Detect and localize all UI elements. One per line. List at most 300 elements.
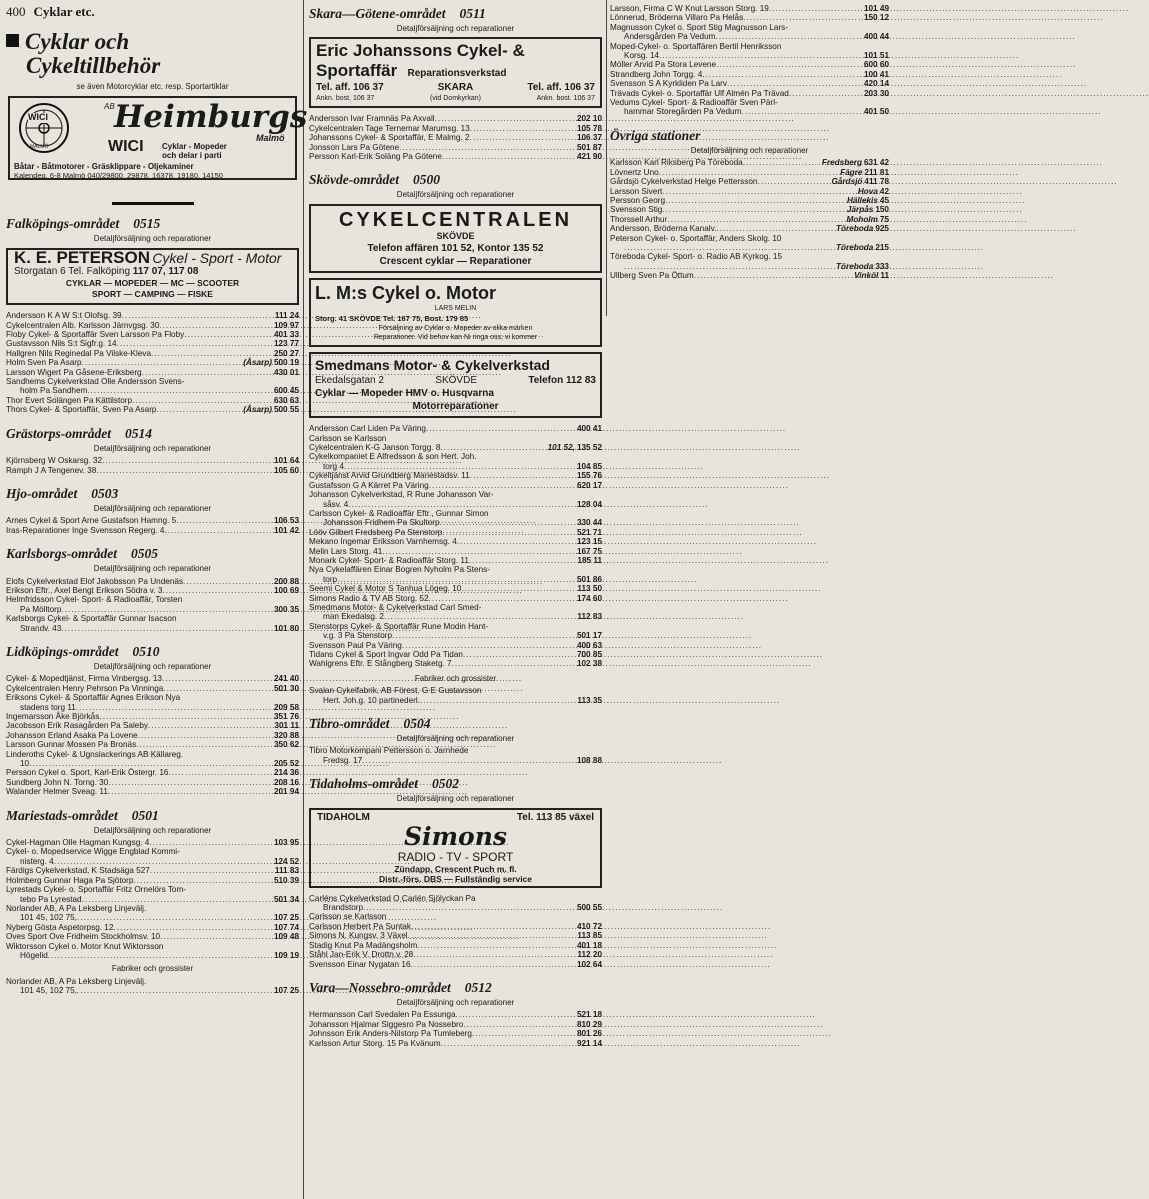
listing-row bbox=[309, 1020, 602, 1029]
listing-row bbox=[6, 932, 299, 941]
area-code: 0501 bbox=[131, 807, 159, 823]
listing-group bbox=[610, 158, 889, 233]
listing-row bbox=[309, 756, 602, 765]
listing-place: Vinköl bbox=[854, 271, 879, 281]
listing-place: Järpås bbox=[846, 205, 874, 215]
listing-row bbox=[309, 960, 602, 969]
listing-phone: 208 16 bbox=[273, 777, 299, 787]
listing-name-cont: 101 45, 102 75, bbox=[20, 986, 77, 996]
leader-dots bbox=[142, 368, 272, 377]
leader-dots bbox=[149, 838, 272, 847]
listing-phone: 510 39 bbox=[273, 875, 299, 885]
heimburgs-city: Malmö bbox=[256, 133, 285, 144]
listing-name: Linderoths Cykel- & Ugnslackerings AB Källareg. bbox=[6, 749, 184, 759]
listing-row bbox=[6, 684, 299, 693]
listing-row bbox=[6, 466, 299, 475]
listing-row bbox=[6, 526, 299, 535]
listing-name: Lövnertz Uno bbox=[610, 167, 659, 177]
column-1 bbox=[0, 0, 308, 996]
leader-dots bbox=[160, 932, 272, 941]
listing-name: Carlsson Herbert Pa Suntak bbox=[309, 921, 411, 931]
leader-dots bbox=[662, 187, 857, 196]
listing-name: Holm Sven Pa Asarp bbox=[6, 358, 82, 368]
area-code: 0505 bbox=[131, 546, 159, 562]
leader-dots bbox=[441, 1039, 575, 1048]
listing-name-cont: man Ekedalsg. 2 bbox=[323, 612, 384, 622]
listing-name-cont: Korsg. 14 bbox=[624, 51, 660, 61]
separator-rule bbox=[112, 202, 194, 205]
listing-name: Andersson Carl Liden Pa Väring bbox=[309, 424, 426, 434]
leader-dots bbox=[159, 321, 272, 330]
listing-phone: 174 60 bbox=[576, 593, 602, 603]
leader-dots bbox=[769, 4, 862, 13]
listing-row bbox=[6, 586, 299, 595]
listing-phone: 105 60 bbox=[273, 465, 299, 475]
leader-dots bbox=[183, 577, 272, 586]
listing-name: Töreboda Cykel- Sport- o. Radio AB Kyrkog. 15 bbox=[610, 252, 783, 262]
area-code: 0510 bbox=[132, 643, 160, 659]
listing-phone: 100 41 bbox=[863, 69, 889, 79]
leader-dots bbox=[122, 311, 273, 320]
listing-phone: 109 97 bbox=[273, 320, 299, 330]
section-subtitle: Detaljförsäljning och reparationer bbox=[93, 503, 212, 513]
listing-row bbox=[309, 547, 602, 556]
listing-name: Svensson Stig bbox=[610, 205, 663, 215]
listing-place: Töreboda bbox=[836, 242, 874, 252]
listing-name: Oves Sport Ove Fridheim Stockholmsv. 10 bbox=[6, 932, 161, 942]
leader-dots bbox=[469, 556, 576, 565]
listing-phone: 107 25 bbox=[273, 913, 299, 923]
section-subtitle: Detaljförsäljning och reparationer bbox=[396, 794, 515, 804]
listing-phone: 150 12 bbox=[863, 13, 889, 23]
listing-row bbox=[610, 89, 889, 98]
listing-name: Cykel- o. Mopedservice Wigge Engblad Kommi- bbox=[6, 847, 180, 857]
listing-phone: 410 72 bbox=[576, 921, 602, 931]
listing-phone: 105 78 bbox=[576, 123, 602, 133]
listing-name-cont: v.g. 3 Pa Stenstorp bbox=[323, 631, 393, 641]
lms-line: Reparationer. Vid behov kan Ni ringa oss; vi kommer bbox=[373, 334, 538, 342]
listing-name: Cykelkompaniet E Alfredsson & son Hert. Joh. bbox=[309, 452, 477, 462]
listing-name: Erikson Eftr., Axel Bengt Erikson Södra v. 3 bbox=[6, 585, 163, 595]
listing-phone: 400 44 bbox=[863, 32, 889, 42]
listing-row bbox=[309, 1010, 602, 1019]
listing-name-cont: Hert. Joh.g. 10 partinederl. bbox=[323, 695, 420, 705]
listing-row bbox=[309, 594, 602, 603]
listing-name: Eriksons Cykel- & Sportaffär Agnes Erikson Nya bbox=[6, 693, 181, 703]
listing-name: Persson Karl-Erik Soläng Pa Götene bbox=[309, 152, 442, 162]
peterson-line: CYKLAR — MOPEDER — MC — SCOOTER bbox=[65, 278, 240, 289]
listing-phone: 200 88 bbox=[273, 576, 299, 586]
listing-phone: 209 58 bbox=[273, 702, 299, 712]
listing-place: Fredsberg bbox=[821, 158, 862, 168]
listing-group bbox=[610, 271, 889, 280]
listing-group bbox=[309, 509, 602, 528]
area-code: 0500 bbox=[413, 172, 440, 188]
listing-phone: 501 30 bbox=[273, 683, 299, 693]
listing-phone: 109 48 bbox=[273, 932, 299, 942]
listing-row bbox=[6, 330, 299, 339]
listing-name: Lyrestads Cykel- o. Sportaffär Fritz Ornelörs Tom- bbox=[6, 885, 187, 895]
smedmans-street: Ekedalsgatan 2 bbox=[315, 375, 384, 387]
leader-dots bbox=[151, 349, 272, 358]
smedmans-city: SKÖVDE bbox=[435, 375, 477, 387]
listing-name: Svensson Paul Pa Väring bbox=[309, 640, 402, 650]
page-number: 400 bbox=[6, 4, 26, 19]
leader-dots bbox=[411, 960, 575, 969]
listing-phone: 500 55 bbox=[576, 903, 602, 913]
listing-name: Persson Georg bbox=[610, 195, 666, 205]
listing-row bbox=[6, 778, 299, 787]
listing-row bbox=[6, 876, 299, 885]
listing-name: Johansson Cykelverkstad, R Rune Johansson Var- bbox=[309, 490, 494, 500]
listing-name: Johnsson Erik Anders-Nilstorp Pa Tumleberg bbox=[309, 1029, 472, 1039]
listing-row bbox=[6, 731, 299, 740]
listing-name-cont: holm Pa Sandhem bbox=[20, 386, 88, 396]
listing-row bbox=[6, 913, 299, 922]
listing-name: Lönnerud, Bröderna Villaro Pa Helås bbox=[610, 13, 744, 23]
listing-phone: 700 85 bbox=[576, 650, 602, 659]
listing-phone: 102 38 bbox=[576, 659, 602, 669]
listing-group bbox=[6, 516, 299, 535]
listing-row bbox=[309, 650, 602, 659]
listing-row bbox=[6, 577, 299, 586]
listing-name: Floby Cykel- & Sportaffär Sven Larsson Pa Floby bbox=[6, 330, 185, 340]
leader-dots bbox=[429, 594, 575, 603]
listing-group bbox=[610, 60, 889, 98]
listing-name-cont: Pa Mölltorp bbox=[20, 604, 62, 614]
column-2 bbox=[303, 0, 606, 1048]
leader-dots bbox=[470, 124, 575, 133]
listing-phone: 113 35 bbox=[577, 695, 602, 705]
leader-dots bbox=[136, 740, 272, 749]
listing-phone: 107 25 bbox=[273, 986, 299, 996]
listing-row bbox=[309, 462, 602, 471]
cykelcentralen-tel: Telefon affären 101 52, Kontor 135 52 bbox=[367, 242, 544, 254]
listing-group bbox=[6, 614, 299, 633]
listing-name: Holmberg Gunnar Haga Pa Sjötorp bbox=[6, 875, 134, 885]
listing-name: Johansson Erland Asaka Pa Lovene bbox=[6, 730, 138, 740]
section-name: Hjo-området bbox=[6, 485, 78, 501]
listing-phone: 300 35 bbox=[273, 604, 299, 614]
cykelcentralen-ad bbox=[309, 204, 602, 273]
listing-name: Thors Cykel- & Sportaffär, Sven Pa Asarp bbox=[6, 405, 157, 415]
listing-phone: 42 bbox=[879, 186, 889, 196]
listing-name: Wahlgrens Eftr. E Stångberg Staketg. 7 bbox=[309, 659, 452, 669]
listing-name: Sundberg John N. Torng. 30 bbox=[6, 777, 109, 787]
listing-row bbox=[309, 528, 602, 537]
heimburgs-products: Båtar - Båtmotorer - Gräsklippare - Oljekaminer bbox=[14, 162, 194, 172]
listing-place: Gårdsjö bbox=[831, 177, 863, 187]
listing-place: 101 52, bbox=[547, 443, 575, 453]
cykelcentralen-line: Crescent cyklar — Reparationer bbox=[379, 255, 532, 267]
listing-name: Strandberg John Torgg. 4 bbox=[610, 69, 703, 79]
listing-name: Cykelcentralen Alb. Karlsson Järnvgsg. 30 bbox=[6, 320, 160, 330]
smedmans-line: Motorreparationer bbox=[412, 401, 499, 413]
section-name: Karlsborgs-området bbox=[6, 546, 118, 562]
smedmans-name: Smedmans Motor- & Cykelverkstad bbox=[315, 357, 550, 374]
listing-name-cont: hammar Storegården Pa Vedum bbox=[624, 107, 742, 117]
peterson-name: K. E. PETERSON bbox=[14, 247, 151, 267]
listing-phone: 501 86 bbox=[576, 574, 602, 584]
listing-name: Cykel-Hagman Olle Hagman Kungsg. 4 bbox=[6, 838, 150, 848]
peterson-address bbox=[14, 265, 291, 278]
listing-group bbox=[6, 750, 299, 769]
leader-dots bbox=[659, 168, 839, 177]
listing-group bbox=[6, 904, 299, 923]
listing-name: Magnusson Cykel o. Sport Stig Magnusson Lars- bbox=[610, 22, 788, 32]
listing-group bbox=[309, 565, 602, 584]
title-line-2: Cykeltillbehör bbox=[26, 53, 161, 78]
listing-name: Simons N. Kungsv. 3 Växel bbox=[309, 931, 408, 941]
section-subtitle: Detaljförsäljning och reparationer bbox=[396, 997, 515, 1007]
leader-dots bbox=[133, 876, 272, 885]
listing-row bbox=[309, 152, 602, 161]
listing-phone: 214 36 bbox=[273, 768, 299, 778]
listing-group bbox=[309, 603, 602, 622]
listing-group bbox=[309, 1010, 602, 1048]
leader-dots bbox=[48, 951, 272, 960]
category-title bbox=[6, 30, 299, 78]
heimburgs-name: Heimburgs bbox=[114, 99, 308, 136]
leader-dots bbox=[442, 528, 575, 537]
leader-dots bbox=[624, 243, 835, 252]
listing-phone: 501 34 bbox=[273, 894, 299, 904]
listing-row bbox=[6, 368, 299, 377]
listing-phone: 430 01 bbox=[273, 367, 299, 377]
listing-phone: 101 80 bbox=[273, 623, 299, 633]
listing-name: Melin Lars Storg. 41 bbox=[309, 546, 383, 556]
leader-dots bbox=[741, 107, 862, 116]
leader-dots bbox=[426, 424, 575, 433]
listing-row bbox=[610, 215, 889, 224]
listing-group bbox=[6, 847, 299, 866]
listing-name: Persson Cykel o. Sport, Karl-Erik Östergr. 16 bbox=[6, 768, 169, 778]
listing-name: Mekano Ingemar Eriksson Varnhemsg. 4 bbox=[309, 537, 457, 547]
leader-dots bbox=[138, 731, 272, 740]
leader-dots bbox=[96, 466, 272, 475]
listing-place: (Åsarp) bbox=[243, 358, 272, 368]
listing-group bbox=[309, 922, 602, 969]
smedmans-ad bbox=[309, 352, 602, 418]
listing-row bbox=[309, 931, 602, 940]
peterson-title bbox=[14, 247, 291, 267]
listing-name-cont: nisterg. 4 bbox=[20, 856, 54, 866]
listing-row bbox=[6, 895, 299, 904]
lms-name: L. M:s Cykel o. Motor bbox=[315, 282, 497, 303]
section-name: Skövde-området bbox=[309, 172, 399, 188]
section-subtitle: Detaljförsäljning och reparationer bbox=[396, 24, 515, 33]
section-title bbox=[309, 776, 602, 792]
simons-line: RADIO - TV - SPORT bbox=[397, 849, 514, 864]
listing-place: Fägre bbox=[840, 167, 863, 177]
listing-group bbox=[309, 114, 602, 161]
lms-address: Storg. 41 SKÖVDE Tel. 167 75, Bost. 179 85 bbox=[315, 314, 469, 324]
listing-phone: 330 44 bbox=[576, 518, 602, 528]
section-name: Lidköpings-området bbox=[6, 643, 119, 659]
listing-phone: 155 76 bbox=[576, 471, 602, 481]
section-title bbox=[309, 172, 602, 188]
listing-name: Smedmans Motor- & Cykelverkstad Carl Smed- bbox=[309, 602, 482, 612]
listing-row bbox=[309, 481, 602, 490]
listing-phone: 500 55 bbox=[273, 405, 299, 415]
listing-row bbox=[309, 922, 602, 931]
section-name: Falköpings-området bbox=[6, 216, 120, 232]
listing-name: Moped-Cykel- o. Sportaffären Bertil Henriksson bbox=[610, 41, 782, 51]
listing-phone: 102 64 bbox=[576, 959, 602, 969]
listing-row bbox=[309, 518, 602, 527]
listing-phone: 420 14 bbox=[863, 79, 889, 89]
area-code: 0503 bbox=[91, 485, 119, 501]
listing-row bbox=[610, 70, 889, 79]
cross-reference: Carlsson se Karlsson bbox=[309, 912, 387, 922]
listing-group bbox=[309, 894, 602, 913]
listing-name: Andersson K A W S:t Olofsg. 39 bbox=[6, 311, 122, 321]
listing-phone: 521 71 bbox=[576, 527, 602, 537]
listing-phone: 101 64 bbox=[273, 456, 299, 466]
listing-group bbox=[6, 866, 299, 885]
listing-group bbox=[6, 674, 299, 693]
listing-row bbox=[6, 396, 299, 405]
listing-name: Johanssons Cykel- & Sportaffär, E Malmg. 2 bbox=[309, 133, 470, 143]
listing-name: Monark Cykel- Sport- & Radioaffär Storg. 11 bbox=[309, 555, 469, 565]
listing-phone: 201 94 bbox=[273, 787, 299, 797]
eric-city: SKARA bbox=[437, 82, 474, 94]
tag-line: Cyklar - Mopeder bbox=[162, 142, 227, 152]
listing-name: Larsson, Firma C W Knut Larsson Storg. 19 bbox=[610, 4, 769, 13]
listing-name: Andersson Ivar Framnäs Pa Axvall bbox=[309, 114, 435, 124]
leader-dots bbox=[77, 986, 272, 995]
listing-phone: 500 19 bbox=[273, 358, 299, 368]
leader-dots bbox=[108, 778, 272, 787]
listing-name: Cykeltjänst Arvid Grundberg Mariestadsv. 11 bbox=[309, 471, 470, 481]
listing-group bbox=[6, 311, 299, 377]
leader-dots bbox=[461, 584, 575, 593]
listing-name: Sandhems Cykelverkstad Olle Andersson Svens- bbox=[6, 377, 185, 387]
listing-phone: 123 15 bbox=[576, 537, 602, 547]
listing-phone: 620 17 bbox=[576, 480, 602, 490]
simons-city: TIDAHOLM bbox=[317, 811, 370, 823]
leader-dots bbox=[442, 152, 575, 161]
listing-row bbox=[309, 612, 602, 621]
listing-row bbox=[309, 500, 602, 509]
listing-row bbox=[6, 321, 299, 330]
leader-dots bbox=[76, 703, 272, 712]
section-title bbox=[6, 808, 299, 824]
leader-dots bbox=[667, 215, 845, 224]
listing-row bbox=[309, 143, 602, 152]
listing-name-cont: Strandv. 43 bbox=[20, 623, 62, 633]
listing-row bbox=[610, 262, 889, 271]
listing-name: Iras-Reparationer Inge Svensson Regerg. 4 bbox=[6, 525, 165, 535]
listing-phone: 400 41 bbox=[576, 424, 602, 434]
see-also-note: se även Motorcyklar etc. resp. Sportartiklar bbox=[76, 82, 229, 91]
listing-name: Carlsson Cykel- & Radioaffär Eftr., Gunnar Simon bbox=[309, 508, 489, 518]
listing-row bbox=[610, 79, 889, 88]
peterson-phones: 117 07, 117 08 bbox=[132, 266, 199, 278]
leader-dots bbox=[77, 913, 272, 922]
section-title bbox=[6, 426, 299, 442]
wici-logo-city: MALMÖ bbox=[30, 144, 49, 151]
leader-dots bbox=[99, 712, 272, 721]
leader-dots bbox=[61, 624, 272, 633]
leader-dots bbox=[472, 1029, 575, 1038]
eric-via: (vid Domkyrkan) bbox=[430, 95, 481, 103]
listing-row bbox=[309, 443, 602, 452]
leader-dots bbox=[132, 396, 272, 405]
section-title bbox=[6, 486, 299, 502]
listing-name: Stenstorps Cykel- & Sportaffär Rune Modin Hant- bbox=[309, 621, 489, 631]
listing-name: Svensson S A Kyrkliden Pa Larv bbox=[610, 79, 727, 89]
listing-row bbox=[610, 32, 889, 41]
section-name: Tidaholms-området bbox=[309, 776, 419, 792]
listing-phone: 101 49 bbox=[863, 4, 889, 13]
section-title bbox=[309, 6, 602, 22]
leader-dots bbox=[694, 271, 853, 280]
section-name: Övriga stationer bbox=[610, 127, 701, 143]
listing-name: Cykelcentralen K-G Janson Torgg. 8 bbox=[309, 443, 441, 453]
listing-phone: 150 bbox=[875, 205, 889, 215]
listing-row bbox=[6, 349, 299, 358]
listing-phone: 211 81 bbox=[864, 167, 889, 177]
listing-row bbox=[6, 857, 299, 866]
listing-group bbox=[6, 838, 299, 847]
leader-dots bbox=[716, 60, 862, 69]
listing-row bbox=[6, 456, 299, 465]
listing-name: Karlsson Artur Storg. 15 Pa Kvänum bbox=[309, 1038, 441, 1048]
eric-phones bbox=[316, 81, 595, 94]
listing-row bbox=[610, 168, 889, 177]
listing-phone: 401 33 bbox=[273, 330, 299, 340]
page-header bbox=[6, 4, 299, 20]
leader-dots bbox=[392, 631, 575, 640]
listing-row bbox=[610, 205, 889, 214]
section-subtitle: Detaljförsäljning och reparationer bbox=[93, 825, 212, 835]
listing-phone: 112 83 bbox=[577, 612, 602, 622]
listing-phone: 113 50 bbox=[577, 584, 602, 594]
column-3 bbox=[606, 0, 893, 316]
leader-dots bbox=[337, 575, 575, 584]
listing-group bbox=[610, 42, 889, 61]
square-bullet-icon bbox=[6, 34, 19, 47]
listing-row bbox=[610, 271, 889, 280]
listing-name: Tidans Cykel & Sport Ingvar Odd Pa Tidan bbox=[309, 650, 463, 659]
listing-phone: 123 77 bbox=[273, 339, 299, 349]
listing-row bbox=[309, 537, 602, 546]
listing-phone: 111 83 bbox=[274, 866, 299, 876]
listing-phone: 103 95 bbox=[273, 838, 299, 848]
listing-name: Färdigs Cykelverkstad, K Stadsäga 527 bbox=[6, 866, 150, 876]
leader-dots bbox=[113, 923, 272, 932]
listing-name: Thor Evert Solängen Pa Kättilstorp bbox=[6, 395, 133, 405]
listing-phone: 501 17 bbox=[576, 631, 602, 641]
listing-group bbox=[309, 584, 602, 603]
lms-line: Försäljning av Cyklar o. Mopeder av olika märken bbox=[378, 325, 533, 333]
leader-dots bbox=[470, 133, 575, 142]
listing-row bbox=[610, 196, 889, 205]
listing-phone: 203 30 bbox=[863, 88, 889, 98]
leader-dots bbox=[411, 922, 575, 931]
listing-name: Gårdsjö Cykelverkstad Helge Pettersson bbox=[610, 177, 758, 187]
listing-row bbox=[610, 187, 889, 196]
listing-phone: 600 45 bbox=[273, 386, 299, 396]
listing-row bbox=[6, 838, 299, 847]
listing-row bbox=[309, 631, 602, 640]
listing-name: Gustavsson Nils S:t Sigfr.g. 14 bbox=[6, 339, 117, 349]
listing-row bbox=[6, 339, 299, 348]
leader-dots bbox=[164, 526, 272, 535]
listing-phone: 11 bbox=[880, 271, 889, 281]
wici-logo-text: WICI bbox=[28, 112, 48, 123]
